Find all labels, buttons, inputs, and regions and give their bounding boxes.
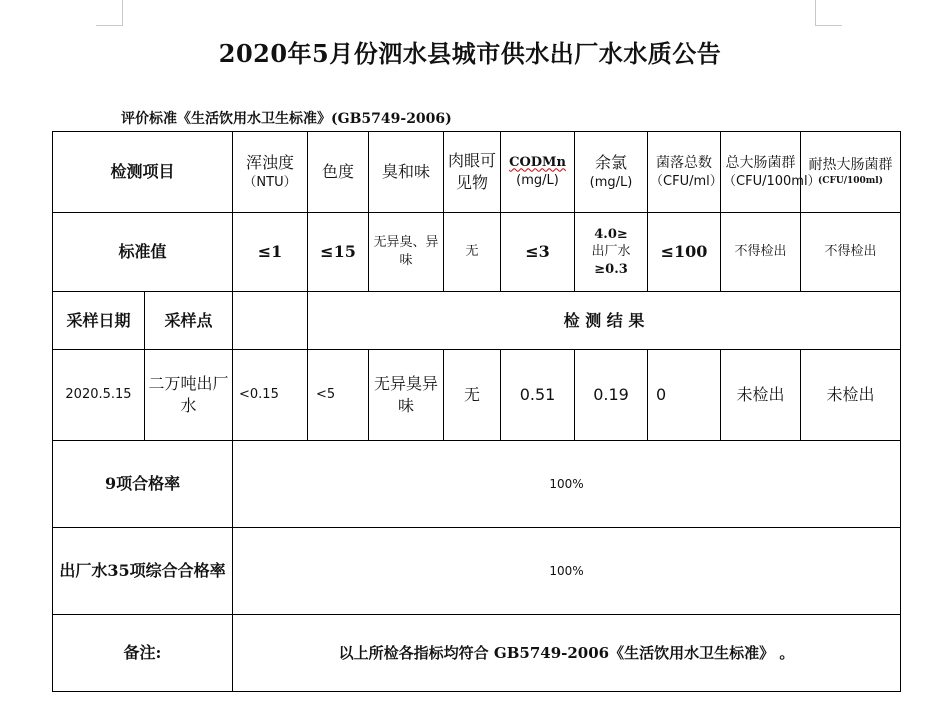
results-label: 检 测 结 果 [308,292,901,350]
colony-unit: （CFU/ml） [650,173,723,189]
chlorine-std-line2: 出厂水 [591,244,631,260]
sampling-point-label: 采样点 [145,292,233,350]
sampling-empty-cell [233,292,308,350]
header-color: 色度 [308,132,369,213]
standard-chlorine [575,213,648,292]
header-colony [648,132,721,213]
result-row [53,350,901,441]
cod-unit: (mg/L) [516,173,559,188]
header-item: 检测项目 [53,132,233,213]
result-thermo: 未检出 [801,350,901,441]
coliform-label: 总大肠菌群 [725,154,796,171]
crop-mark-top-right-v [815,0,816,26]
remarks-row [53,615,901,692]
crop-mark-top-right-h [815,25,842,26]
pass-rate-35-label: 出厂水35项综合合格率 [53,528,233,615]
header-visible: 肉眼可见物 [444,132,501,213]
sampling-date-label: 采样日期 [53,292,145,350]
header-cod [501,132,575,213]
result-point: 二万吨出厂水 [145,350,233,441]
crop-mark-top-left-v [122,0,123,26]
result-cod: 0.51 [501,350,575,441]
pass-rate-35-row [53,528,901,615]
header-odor: 臭和味 [369,132,444,213]
result-chlorine: 0.19 [575,350,648,441]
result-odor: 无异臭异味 [369,350,444,441]
standard-color: ≤15 [308,213,369,292]
standard-odor: 无异臭、异味 [369,213,444,292]
header-chlorine [575,132,648,213]
result-color: <5 [308,350,369,441]
evaluation-standard: 评价标准《生活饮用水卫生标准》(GB5749-2006) [121,111,452,127]
standard-thermo: 不得检出 [801,213,901,292]
result-date: 2020.5.15 [53,350,145,441]
pass-rate-9-row [53,441,901,528]
remarks-label: 备注: [53,615,233,692]
pass-rate-9-value: 100% [233,441,901,528]
standard-coliform: 不得检出 [721,213,801,292]
standard-turbidity: ≤1 [233,213,308,292]
chlorine-label: 余氯 [595,153,628,173]
result-turbidity: <0.15 [233,350,308,441]
header-turbidity [233,132,308,213]
thermo-label: 耐热大肠菌群 [808,157,893,174]
standard-cod: ≤3 [501,213,575,292]
standard-visible: 无 [444,213,501,292]
coliform-unit: （CFU/100ml） [723,173,821,189]
chlorine-unit: (mg/L) [589,175,633,191]
header-coliform [721,132,821,213]
sampling-row [53,292,901,350]
standard-label: 标准值 [53,213,233,292]
chlorine-std-line1: 4.0≥ [594,226,628,242]
turbidity-label: 浑浊度 [246,153,295,173]
thermo-unit: (CFU/100ml) [818,176,883,187]
water-quality-table [52,131,901,692]
turbidity-unit: （NTU） [243,175,297,191]
result-colony: 0 [648,350,721,441]
result-visible: 无 [444,350,501,441]
colony-label: 菌落总数 [656,154,713,171]
remarks-text: 以上所检各指标均符合 GB5749-2006《生活饮用水卫生标准》 。 [233,615,901,692]
result-coliform: 未检出 [721,350,801,441]
pass-rate-9-label: 9项合格率 [53,441,233,528]
pass-rate-35-value: 100% [233,528,901,615]
chlorine-std-line3: ≥0.3 [594,261,628,277]
standard-row [53,213,901,292]
header-thermo [801,132,901,213]
cod-label: CODMn [509,155,566,171]
standard-colony: ≤100 [648,213,721,292]
page-title: 2020年5月份泗水县城市供水出厂水水质公告 [218,39,722,68]
header-row [53,132,901,213]
crop-mark-top-left-h [96,25,123,26]
